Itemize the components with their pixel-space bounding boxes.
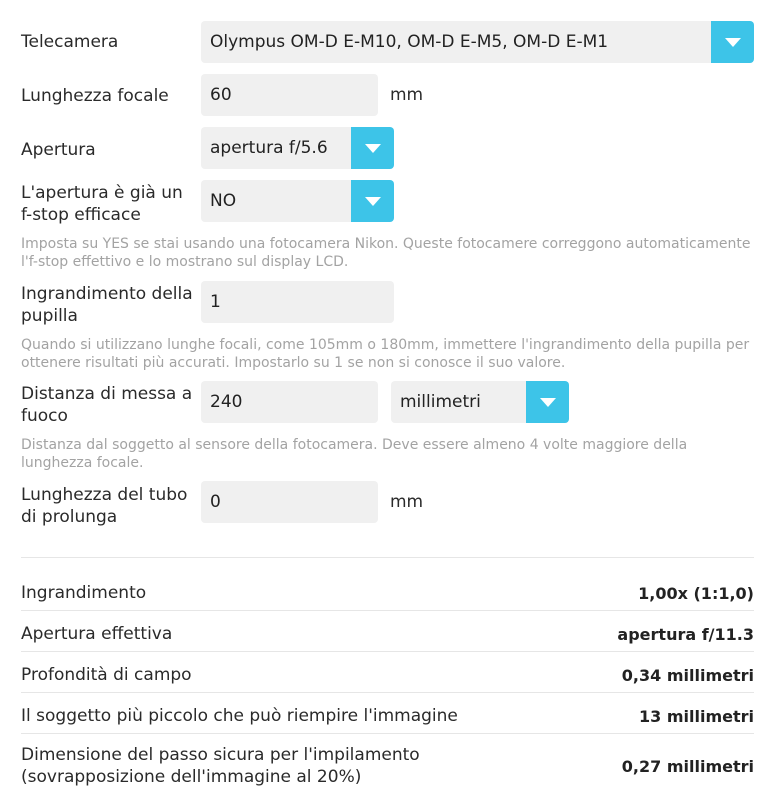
pupil-magnification-value: 1 — [210, 292, 221, 312]
result-label-effective-aperture: Apertura effettiva — [21, 624, 173, 644]
effective-fstop-dropdown-button[interactable] — [351, 180, 394, 222]
focal-length-label: Lunghezza focale — [21, 86, 169, 106]
result-value-magnification: 1,00x (1:1,0) — [638, 584, 754, 603]
result-divider — [21, 651, 754, 652]
result-divider — [21, 733, 754, 734]
result-label-stacking-step: Dimensione del passo sicura per l'impilamento (sovrapposizione dell'immagine al 20%) — [21, 745, 420, 787]
extension-tube-unit: mm — [390, 492, 424, 512]
focus-distance-label: Distanza di messa a fuoco — [21, 384, 193, 426]
section-divider — [21, 557, 754, 558]
camera-dropdown-button[interactable] — [711, 21, 754, 63]
result-divider — [21, 610, 754, 611]
result-label-depth-of-field: Profondità di campo — [21, 665, 192, 685]
focus-distance-hint: Distanza dal soggetto al sensore della fotocamera. Deve essere almeno 4 volte maggiore della lunghezza focale. — [21, 437, 688, 471]
camera-label: Telecamera — [21, 32, 119, 52]
pupil-magnification-input[interactable] — [201, 281, 394, 323]
effective-fstop-select-value: NO — [210, 191, 237, 211]
pupil-magnification-label: Ingrandimento della pupilla — [21, 284, 193, 326]
effective-fstop-label: L'apertura è già un f-stop efficace — [21, 183, 183, 225]
focus-distance-input[interactable] — [201, 381, 378, 423]
focal-length-unit: mm — [390, 85, 424, 105]
distance-unit-select[interactable] — [391, 381, 526, 423]
aperture-select-value: apertura f/5.6 — [210, 138, 328, 158]
aperture-label: Apertura — [21, 140, 96, 160]
focal-length-input[interactable] — [201, 74, 378, 116]
camera-select-value: Olympus OM-D E-M10, OM-D E-M5, OM-D E-M1 — [210, 32, 609, 52]
result-value-smallest-subject: 13 millimetri — [639, 707, 754, 726]
distance-unit-select-value: millimetri — [400, 392, 481, 412]
result-label-smallest-subject: Il soggetto più piccolo che può riempire l'immagine — [21, 706, 458, 726]
chevron-down-icon — [365, 197, 381, 206]
extension-tube-label: Lunghezza del tubo di prolunga — [21, 485, 188, 527]
extension-tube-value: 0 — [210, 492, 221, 512]
result-value-stacking-step: 0,27 millimetri — [621, 757, 754, 776]
result-divider — [21, 692, 754, 693]
aperture-dropdown-button[interactable] — [351, 127, 394, 169]
chevron-down-icon — [540, 398, 556, 407]
aperture-select[interactable] — [201, 127, 351, 169]
focal-length-value: 60 — [210, 85, 232, 105]
result-label-magnification: Ingrandimento — [21, 583, 147, 603]
result-value-effective-aperture: apertura f/11.3 — [617, 625, 754, 644]
extension-tube-input[interactable] — [201, 481, 378, 523]
camera-select[interactable] — [201, 21, 711, 63]
chevron-down-icon — [365, 144, 381, 153]
result-value-depth-of-field: 0,34 millimetri — [621, 666, 754, 685]
pupil-magnification-hint: Quando si utilizzano lunghe focali, come 105mm o 180mm, immettere l'ingrandimento della pupilla per ottenere risultati più accurati. Impostarlo su 1 se non si conosce il suo valore. — [21, 337, 750, 371]
effective-fstop-select[interactable] — [201, 180, 351, 222]
distance-unit-dropdown-button[interactable] — [526, 381, 569, 423]
focus-distance-value: 240 — [210, 392, 243, 412]
chevron-down-icon — [725, 38, 741, 47]
effective-fstop-hint: Imposta su YES se stai usando una fotocamera Nikon. Queste fotocamere correggono automaticamente l'f-stop effettivo e lo mostrano sul display LCD. — [21, 236, 751, 270]
